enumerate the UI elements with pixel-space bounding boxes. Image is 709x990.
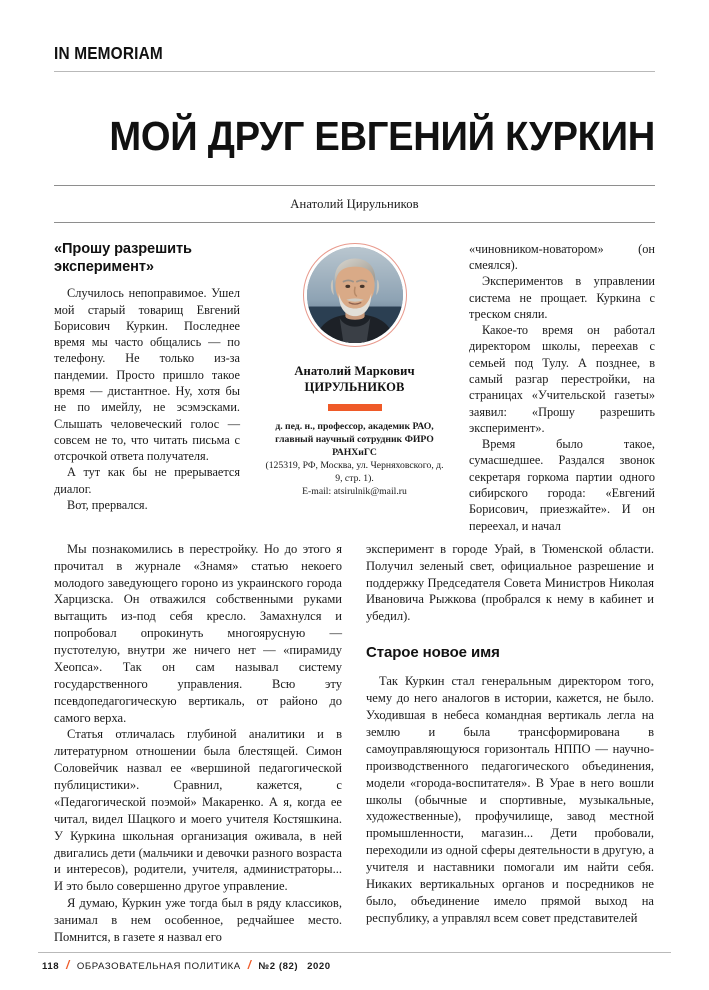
column-right-bottom [366,541,654,946]
author-first-name: Анатолий Маркович [294,363,415,378]
paragraph: Экспериментов в управлении система не прощает. Куркина с треском сняли. [469,274,655,321]
paragraph: Вот, прервался. [67,497,148,512]
author-titles: д. пед. н., профессор, академик РАО, главный научный сотрудник ФИРО РАНХиГС [275,421,434,459]
author-address: (125319, РФ, Москва, ул. Черняховского, д. 9, стр. 1). [265,460,444,485]
title-block [54,113,656,222]
slash-icon: / [66,960,70,972]
page-footer [38,952,671,972]
author-card [262,241,447,534]
column-left-top [54,241,240,534]
page-number: 118 [42,961,60,972]
slash-icon: / [247,960,252,972]
paragraph: Я думаю, Куркин уже тогда был в ряду классиков, занимал в нем особенное, редчайшее место. Помнится, в газете я назвал его [54,896,342,944]
paragraph: Так Куркин стал генеральным директором того, чему до него аналогов в истории, кажется, не было. Уходившая в небеса командная вертикаль легла на землю и была трансформирована в самоуправляющуюся горизонталь НППО — научно-производственного педагогического объединения, модели «города-воспитателя». В Урае в него вошли школы (обычные и спортивные, музыкальные, художественные), профучилище, завод местной промышленности, магазин... Дети пробовали, переходили из одной сферы деятельности в другую, а учителя и наставники помогали им найти себя. Никаких вертикальных органов и посредников не было, объединение имело прямой выход на республику, а управлял всем совет представителей [366,674,654,925]
paragraph: Статья отличалась глубиной аналитики и в литературном отношении была блестящей. Симон Соловейчик назвал ее «вершиной педагогической публицистики». Сравнил, кажется, с «Педагогической поэмой» Макаренко. А я, когда ее читал, видел Шацкого и моего учителя Костяшкина. У Куркина школьная организация оживала, в ней двигались дети (мальчики и девочки разного возраста и интересов), родители, учителя, администраторы... И это было совершенно другое управление. [54,727,342,894]
paragraph: Мы познакомились в перестройку. Но до этого я прочитал в журнале «Знамя» статью некоего молодого заведующего гороно из украинского города Харцизска. Он отважился собственными руками вытащить из-под себя кресло. Замахнулся и попробовал опрокинуть многоярусную — пустотелую, внутри же ничего нет — «пирамиду Хеопса». Так он сам называл систему государственного управления. Всю эту псевдопедагогическую вертикаль, от районо до самого верха. [54,541,342,725]
column-left-bottom [54,541,342,946]
avatar [303,243,407,347]
author-details [262,420,447,498]
rubric-label: IN MEMORIAM [54,43,163,63]
paragraph: А тут как бы не прерывается диалог. [54,465,240,496]
column-right-top [469,241,655,534]
paragraph: Какое-то время он работал директором школы, переехав с семьей под Тулу. А позднее, в самый разгар перестройки, на страницах «Учительской газеты» заявил: «Прошу разрешить эксперимент». [469,323,655,435]
avatar-wrapper [262,243,447,347]
footer-line [38,960,671,972]
author-name [262,363,447,396]
accent-divider [328,404,382,411]
paragraph: эксперимент в городе Урай, в Тюменской области. Получил зеленый свет, официальное разрешение и поддержку Председателя Совета Министров Николая Ивановича Рыжкова (пробрался к нему в кабинет и убедил). [366,541,654,624]
author-email: E-mail: atsirulnik@mail.ru [302,486,407,498]
paragraph: Время было такое, сумасшедшее. Раздался звонок секретаря горкома партии одного сибирского города: «Евгений Борисович, приезжайте». И он переехал, и начал [469,437,655,533]
journal-name: ОБРАЗОВАТЕЛЬНАЯ ПОЛИТИКА [76,961,241,972]
author-surname: ЦИРУЛЬНИКОВ [304,380,405,395]
rubric-divider [54,71,655,72]
paragraph: Случилось непоправимое. Ушел мой старый товарищ Евгений Борисович Куркин. Последнее время мы часто общались — по телефону. Не только из-за пандемии. Просто пришло такое время — дистантное. Ну, хотя бы не по имейлу, не эсэмэсками. Слышать человеческий голос — совсем не то, что читать письма с отсрочкой ответа получателя. [54,286,240,464]
portrait-image [307,247,403,343]
page-title: МОЙ ДРУГ ЕВГЕНИЙ КУРКИН [109,113,656,160]
publication-year: 2020 [307,961,331,972]
section-heading-new-name: Старое новое имя [366,644,500,662]
two-column-zone [54,541,655,946]
rubric-header [54,0,655,72]
issue-number: №2 (82) [258,961,299,972]
section-heading-experiment: «Прошу разрешить эксперимент» [54,240,192,275]
title-divider-bottom [54,222,655,223]
byline: Анатолий Цирульников [290,196,419,211]
footer-divider [38,952,671,953]
three-column-zone [54,241,655,534]
paragraph: «чиновником-новатором» (он смеялся). [469,241,655,272]
